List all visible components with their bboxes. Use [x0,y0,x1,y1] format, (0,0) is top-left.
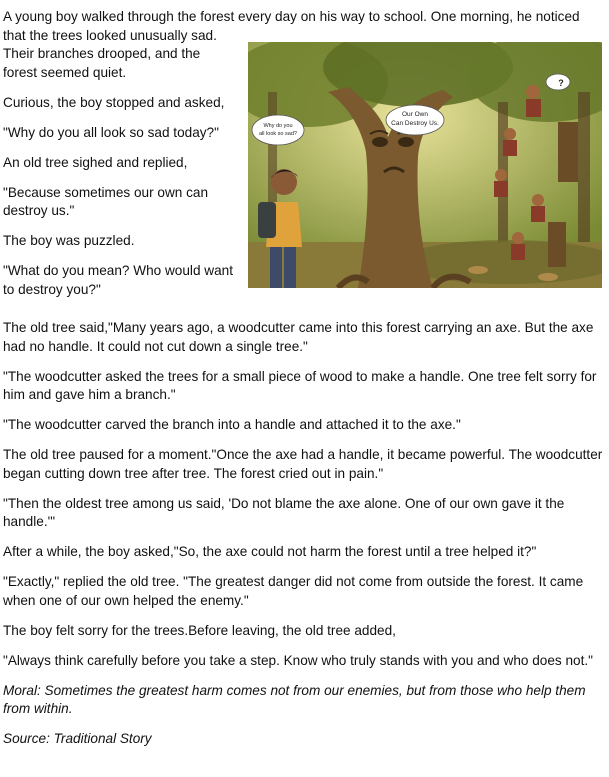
left-para-6: The boy was puzzled. [3,233,135,248]
para-9: "Always think carefully before you take a step. Know who truly stands with you and who does not." [3,652,593,668]
moral-text: Moral: Sometimes the greatest harm comes not from our enemies, but from those who help them from within. [3,682,586,716]
source-text: Source: Traditional Story [3,731,152,746]
para-5: "Then the oldest tree among us said, 'Do not blame the axe alone. One of our own gave it the handle.'" [3,495,565,529]
svg-text:?: ? [558,78,564,88]
para-4: The old tree paused for a moment."Once the axe had a handle, it became powerful. The woodcutter began cutting down tree after tree. The forest cried out in pain." [3,447,603,481]
left-para-3: "Why do you all look so sad today?" [3,124,219,140]
left-para-2: Curious, the boy stopped and asked, [3,94,225,110]
left-para-4: An old tree sighed and replied, [3,154,188,170]
story-illustration [248,42,602,288]
svg-text:all look so sad?: all look so sad? [259,131,297,137]
svg-text:Why do you: Why do you [263,123,293,129]
left-para-1: that the trees looked unusually sad. Their branches drooped, and the forest seemed quiet. [3,27,217,80]
para-2: "The woodcutter asked the trees for a small piece of wood to make a handle. One tree felt sorry for him and gave him a branch." [3,368,597,402]
left-para-7: "What do you mean? Who would want to destroy you?" [3,263,233,297]
forest-illustration-svg [248,42,602,288]
story-body [3,319,605,749]
para-7: "Exactly," replied the old tree. "The greatest danger did not come from outside the forest. It came when one of our own helped the enemy." [3,574,584,608]
para-1: The old tree said,"Many years ago, a woodcutter came into this forest carrying an axe. But the axe had no handle. It could not cut down a single tree." [3,320,594,354]
para-8: The boy felt sorry for the trees.Before leaving, the old tree added, [3,622,396,638]
para-6: After a while, the boy asked,"So, the axe could not harm the forest until a tree helped it?" [3,544,537,559]
svg-text:Our Own: Our Own [401,111,429,118]
para-3: "The woodcutter carved the branch into a handle and attached it to the axe." [3,417,461,432]
svg-text:Can Destroy Us.: Can Destroy Us. [391,120,439,127]
left-para-5: "Because sometimes our own can destroy us." [3,184,209,218]
story-intro: A young boy walked through the forest every day on his way to school. One morning, he noticed [3,9,580,24]
